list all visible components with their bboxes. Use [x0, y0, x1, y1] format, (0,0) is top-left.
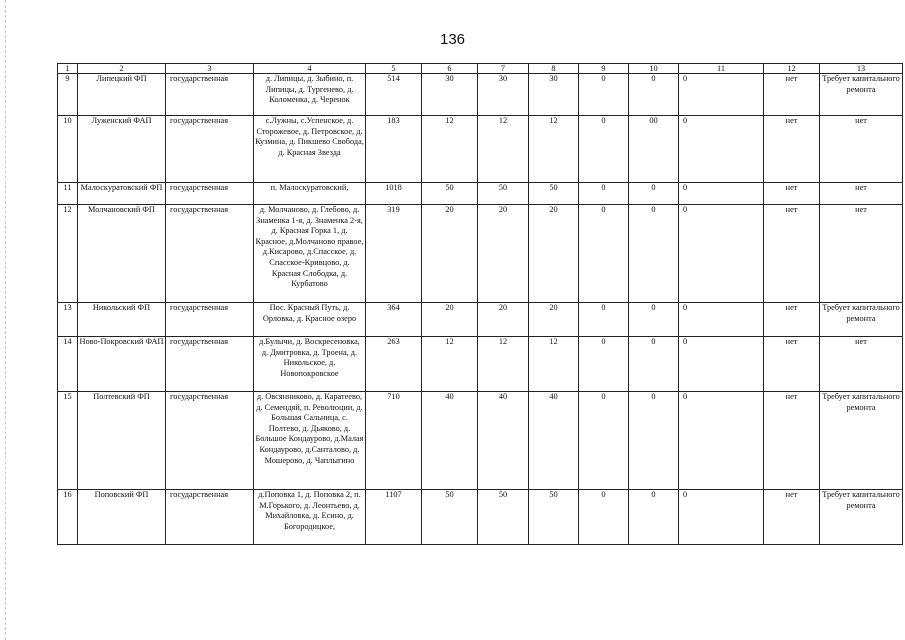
cell-c13: нет: [820, 183, 903, 205]
cell-c10: 00: [629, 116, 679, 183]
row-number: 11: [58, 183, 78, 205]
cell-c11: 0: [679, 392, 764, 490]
cell-c9: 0: [579, 392, 629, 490]
cell-c9: 0: [579, 205, 629, 303]
column-header: 2: [78, 64, 166, 74]
cell-c7: 12: [478, 337, 529, 392]
facility-name: Полтевский ФП: [78, 392, 166, 490]
cell-c6: 20: [422, 205, 478, 303]
cell-c13: Требует капитального ремонта: [820, 392, 903, 490]
cell-c5: 319: [366, 205, 422, 303]
ownership: государственная: [166, 490, 254, 545]
cell-c7: 20: [478, 303, 529, 337]
cell-c13: Требует капитального ремонта: [820, 74, 903, 116]
cell-c5: 263: [366, 337, 422, 392]
cell-c5: 1107: [366, 490, 422, 545]
cell-c11: 0: [679, 303, 764, 337]
column-header: 9: [579, 64, 629, 74]
left-margin-line: [5, 0, 6, 640]
column-header: 12: [764, 64, 820, 74]
column-header: 5: [366, 64, 422, 74]
column-header: 4: [254, 64, 366, 74]
cell-c10: 0: [629, 303, 679, 337]
facility-name: Поповский ФП: [78, 490, 166, 545]
row-number: 16: [58, 490, 78, 545]
ownership: государственная: [166, 392, 254, 490]
row-number: 14: [58, 337, 78, 392]
cell-c8: 20: [529, 205, 579, 303]
table-row: [58, 392, 903, 490]
served-settlements: с.Лужны, с.Успенское, д. Сторожевое, д. Петровское, д. Кузмина, д. Пикшево Свобода, д. Красная Звезда: [254, 116, 366, 183]
cell-c11: 0: [679, 116, 764, 183]
cell-c7: 50: [478, 183, 529, 205]
facility-name: Никольский ФП: [78, 303, 166, 337]
cell-c10: 0: [629, 183, 679, 205]
ownership: государственная: [166, 74, 254, 116]
table-row: [58, 183, 903, 205]
cell-c13: нет: [820, 337, 903, 392]
cell-c9: 0: [579, 337, 629, 392]
header-row: [58, 64, 903, 74]
cell-c5: 710: [366, 392, 422, 490]
cell-c12: нет: [764, 303, 820, 337]
row-number: 13: [58, 303, 78, 337]
cell-c9: 0: [579, 74, 629, 116]
cell-c13: Требует капитального ремонта: [820, 303, 903, 337]
cell-c8: 50: [529, 490, 579, 545]
ownership: государственная: [166, 183, 254, 205]
cell-c6: 12: [422, 337, 478, 392]
cell-c5: 364: [366, 303, 422, 337]
cell-c7: 20: [478, 205, 529, 303]
cell-c12: нет: [764, 337, 820, 392]
cell-c7: 50: [478, 490, 529, 545]
row-number: 12: [58, 205, 78, 303]
ownership: государственная: [166, 303, 254, 337]
cell-c9: 0: [579, 303, 629, 337]
cell-c10: 0: [629, 205, 679, 303]
served-settlements: д. Молчаново, д. Глебово, д. Знаменка 1-я, д. Знаменка 2-я, д. Красная Горка 1, д. Красное, д.Молчаново правое, д.Кисарово, д.Спасское, д. Спасское-Кривцово, д. Красная Слободка, д. Курбатово: [254, 205, 366, 303]
cell-c11: 0: [679, 337, 764, 392]
facility-name: Молчановский ФП: [78, 205, 166, 303]
column-header: 1: [58, 64, 78, 74]
cell-c11: 0: [679, 74, 764, 116]
column-header: 6: [422, 64, 478, 74]
facility-name: Луженский ФАП: [78, 116, 166, 183]
cell-c7: 30: [478, 74, 529, 116]
table-row: [58, 303, 903, 337]
cell-c5: 1018: [366, 183, 422, 205]
column-header: 7: [478, 64, 529, 74]
cell-c12: нет: [764, 74, 820, 116]
served-settlements: д.Булычи, д. Воскресеновка, д. Дмитровка, д. Троена, д. Никольское, д. Новопокровское: [254, 337, 366, 392]
cell-c12: нет: [764, 205, 820, 303]
cell-c12: нет: [764, 490, 820, 545]
cell-c6: 12: [422, 116, 478, 183]
served-settlements: Пос. Красный Путь, д. Орловка, д. Красное озеро: [254, 303, 366, 337]
cell-c6: 50: [422, 490, 478, 545]
cell-c13: нет: [820, 205, 903, 303]
cell-c8: 40: [529, 392, 579, 490]
cell-c9: 0: [579, 490, 629, 545]
row-number: 9: [58, 74, 78, 116]
cell-c12: нет: [764, 392, 820, 490]
cell-c6: 30: [422, 74, 478, 116]
table-row: [58, 74, 903, 116]
column-header: 13: [820, 64, 903, 74]
row-number: 10: [58, 116, 78, 183]
cell-c5: 514: [366, 74, 422, 116]
cell-c10: 0: [629, 392, 679, 490]
ownership: государственная: [166, 337, 254, 392]
cell-c13: Требует капитального ремонта: [820, 490, 903, 545]
cell-c9: 0: [579, 116, 629, 183]
page-number: 136: [439, 31, 466, 48]
cell-c12: нет: [764, 116, 820, 183]
cell-c13: нет: [820, 116, 903, 183]
column-header: 3: [166, 64, 254, 74]
cell-c5: 183: [366, 116, 422, 183]
cell-c8: 12: [529, 337, 579, 392]
cell-c7: 40: [478, 392, 529, 490]
cell-c10: 0: [629, 490, 679, 545]
table-row: [58, 490, 903, 545]
column-header: 11: [679, 64, 764, 74]
cell-c8: 20: [529, 303, 579, 337]
cell-c6: 40: [422, 392, 478, 490]
served-settlements: д. Липицы, д. Зыбино, п. Липицы, д. Тургенево, д. Коломенка, д. Черенок: [254, 74, 366, 116]
column-header: 8: [529, 64, 579, 74]
cell-c11: 0: [679, 183, 764, 205]
facility-name: Липецкий ФП: [78, 74, 166, 116]
served-settlements: д.Поповка 1, д. Поповка 2, п. М.Горького, д. Леонтьево, д. Михайловка, д. Есино, д. Богородицкое,: [254, 490, 366, 545]
column-header: 10: [629, 64, 679, 74]
served-settlements: д. Овсянниково, д. Каратеево, д. Семендяй, п. Революции, д. Большая Сальница, с. Полтево, д. Дьяково, д. Большое Кондаурово, д.Малая Кондаурово, д.Санталово, д. Мошерово, д. Чаплыгино: [254, 392, 366, 490]
cell-c8: 30: [529, 74, 579, 116]
served-settlements: п. Малоскуратовский,: [254, 183, 366, 205]
table-row: [58, 337, 903, 392]
cell-c12: нет: [764, 183, 820, 205]
cell-c10: 0: [629, 337, 679, 392]
cell-c9: 0: [579, 183, 629, 205]
cell-c10: 0: [629, 74, 679, 116]
cell-c6: 50: [422, 183, 478, 205]
facility-name: Ново-Покровский ФАП: [78, 337, 166, 392]
facility-name: Малоскуратовский ФП: [78, 183, 166, 205]
ownership: государственная: [166, 205, 254, 303]
cell-c11: 0: [679, 490, 764, 545]
cell-c8: 50: [529, 183, 579, 205]
table-row: [58, 205, 903, 303]
cell-c8: 12: [529, 116, 579, 183]
cell-c7: 12: [478, 116, 529, 183]
cell-c6: 20: [422, 303, 478, 337]
row-number: 15: [58, 392, 78, 490]
ownership: государственная: [166, 116, 254, 183]
table-row: [58, 116, 903, 183]
facilities-table: [57, 63, 903, 545]
cell-c11: 0: [679, 205, 764, 303]
